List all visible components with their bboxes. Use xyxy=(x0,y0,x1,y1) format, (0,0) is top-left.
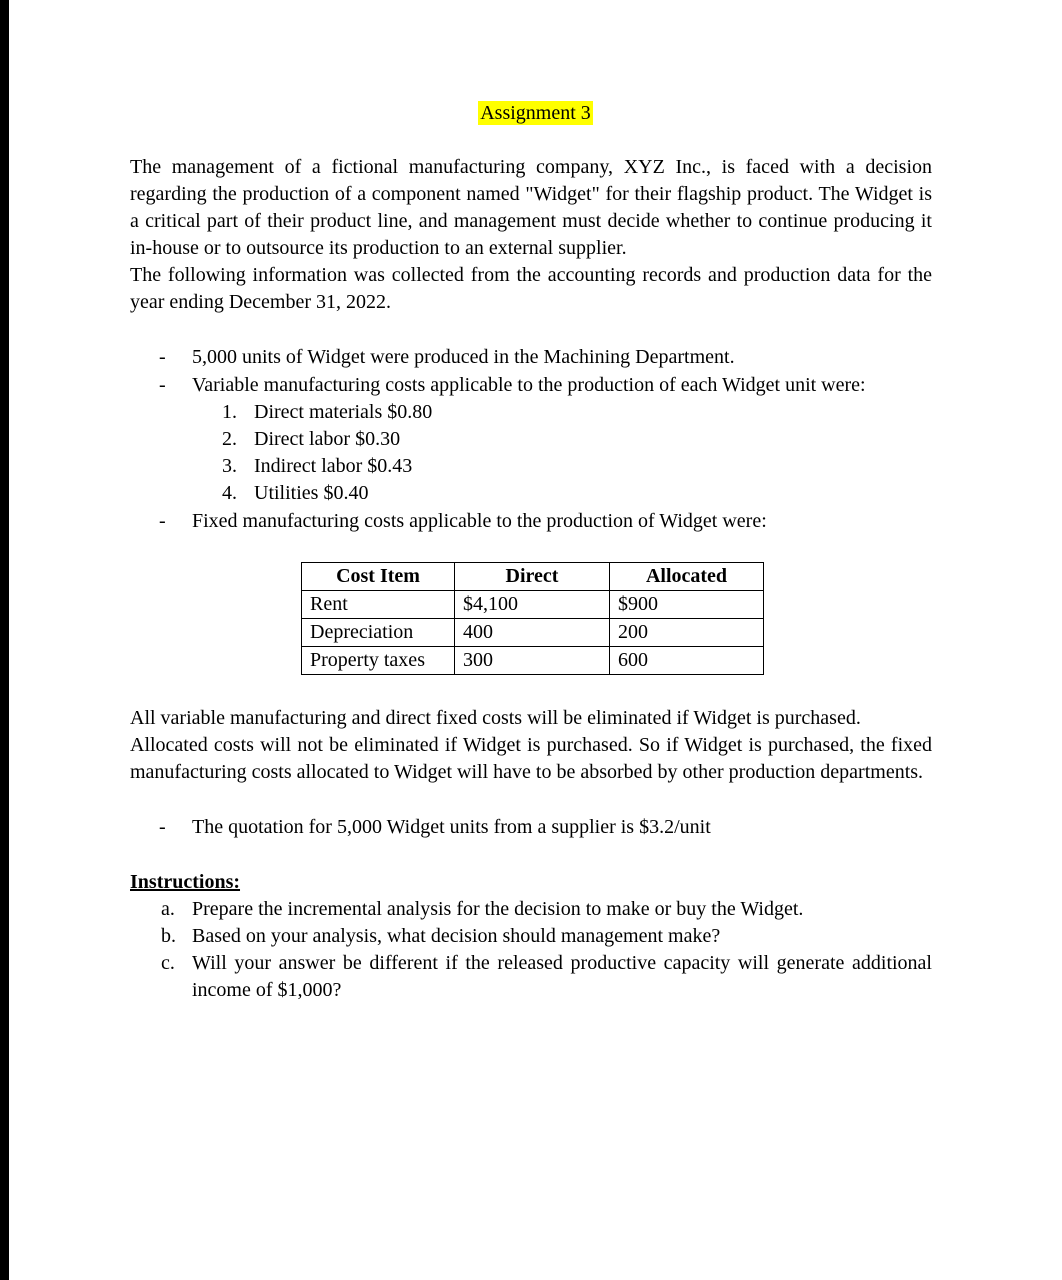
cell-cost-item: Rent xyxy=(302,591,455,619)
cell-allocated: $900 xyxy=(610,591,764,619)
header-direct: Direct xyxy=(455,563,610,591)
bullet-text: Variable manufacturing costs applicable to the production of each Widget unit were: xyxy=(192,374,866,396)
instruction-letter: c. xyxy=(161,952,175,974)
item-number: 1. xyxy=(222,401,237,423)
bullet-dash: - xyxy=(159,816,166,838)
cell-cost-item: Depreciation xyxy=(302,619,455,647)
header-cost-item: Cost Item xyxy=(302,563,455,591)
cell-direct: $4,100 xyxy=(455,591,610,619)
table-row xyxy=(302,591,764,619)
table-header-row xyxy=(302,563,764,591)
item-number: 3. xyxy=(222,455,237,477)
instruction-letter: a. xyxy=(161,898,175,920)
numbered-item xyxy=(222,426,400,453)
bullet-text: The quotation for 5,000 Widget units from a supplier is $3.2/unit xyxy=(192,816,711,838)
intro-text-1: The management of a fictional manufacturing company, XYZ Inc., is faced with a decision regarding the production of a component named "Widget" for their flagship product. The Widget is a critical part of their product line, and management must decide whether to continue producing it in-house or to outsource its production to an external supplier. xyxy=(130,156,932,259)
numbered-item xyxy=(222,399,432,426)
table-row xyxy=(302,619,764,647)
document-page xyxy=(9,0,1062,1280)
numbered-item xyxy=(222,453,412,480)
fixed-costs-table xyxy=(301,562,764,675)
instruction-text: Will your answer be different if the released productive capacity will generate additional income of $1,000? xyxy=(192,952,932,1001)
bullet-dash: - xyxy=(159,374,166,396)
item-number: 4. xyxy=(222,482,237,504)
instructions-heading: Instructions: xyxy=(130,871,241,893)
numbered-item xyxy=(222,480,368,507)
note-text-2: Allocated costs will not be eliminated if Widget is purchased. So if Widget is purchased, the fixed manufacturing costs allocated to Widget will have to be absorbed by other production departments. xyxy=(130,734,932,783)
page-title: Assignment 3 xyxy=(480,102,591,124)
note-paragraph xyxy=(130,705,932,786)
cell-allocated: 200 xyxy=(610,619,764,647)
item-number: 2. xyxy=(222,428,237,450)
instruction-letter: b. xyxy=(161,925,176,947)
cell-direct: 300 xyxy=(455,647,610,675)
item-text: Direct labor $0.30 xyxy=(254,428,401,450)
instruction-text: Based on your analysis, what decision should management make? xyxy=(192,925,721,947)
item-text: Utilities $0.40 xyxy=(254,482,369,504)
cell-allocated: 600 xyxy=(610,647,764,675)
bullet-dash: - xyxy=(159,510,166,532)
bullet-dash: - xyxy=(159,346,166,368)
bullet-text: Fixed manufacturing costs applicable to the production of Widget were: xyxy=(192,510,767,532)
title-wrap xyxy=(9,101,1062,125)
item-text: Direct materials $0.80 xyxy=(254,401,433,423)
intro-paragraph xyxy=(130,154,932,316)
item-text: Indirect labor $0.43 xyxy=(254,455,413,477)
header-allocated: Allocated xyxy=(610,563,764,591)
cell-cost-item: Property taxes xyxy=(302,647,455,675)
cell-direct: 400 xyxy=(455,619,610,647)
intro-text-2: The following information was collected from the accounting records and production data for the year ending December 31, 2022. xyxy=(130,264,932,313)
bullet-text: 5,000 units of Widget were produced in the Machining Department. xyxy=(192,346,735,368)
instruction-text: Prepare the incremental analysis for the decision to make or buy the Widget. xyxy=(192,898,804,920)
note-text-1: All variable manufacturing and direct fixed costs will be eliminated if Widget is purchased. xyxy=(130,707,861,729)
table-row xyxy=(302,647,764,675)
